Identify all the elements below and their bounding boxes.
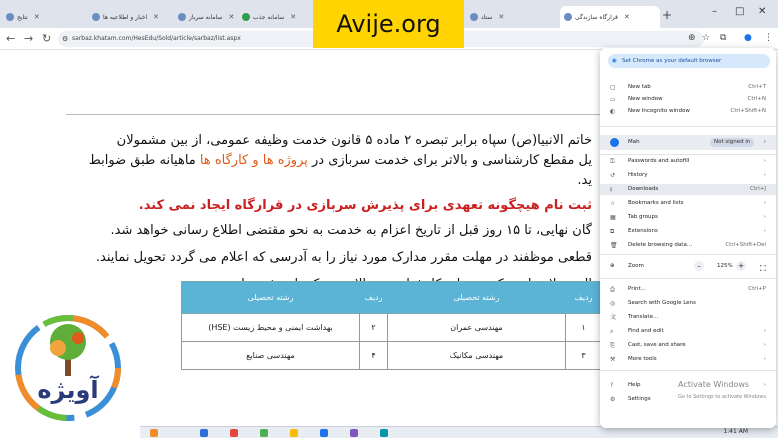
settings-icon: ⚙ xyxy=(610,396,616,403)
menu-label: Bookmarks and lists xyxy=(628,200,684,206)
back-icon[interactable]: ← xyxy=(6,32,16,45)
tab[interactable] xyxy=(2,6,86,28)
paragraph-line: قطعی موظفند در مهلت مقرر مدارک مورد نیاز را به آدرسی که اعلام می گردد تحویل نمایند. xyxy=(95,250,592,265)
zoom-value: 125% xyxy=(717,263,733,269)
extension-icon: ⧉ xyxy=(610,228,615,235)
menu-label: Downloads xyxy=(628,186,659,192)
menu-shortcut: Ctrl+P xyxy=(748,286,766,292)
watermark: Avije.org xyxy=(313,0,464,48)
menu-separator xyxy=(600,254,776,255)
new-tab-icon: ▢ xyxy=(610,84,616,91)
favicon-icon xyxy=(564,13,572,21)
activate-windows-sub: Go to Settings to activate Windows. xyxy=(678,394,768,400)
favicon-icon xyxy=(242,13,250,21)
activate-windows-title: Activate Windows xyxy=(678,380,750,389)
tab-label: سامانه سرباز xyxy=(189,13,223,21)
taskbar-app-icon[interactable] xyxy=(350,429,358,437)
tab-groups-icon: ▦ xyxy=(610,214,616,221)
favicon-icon xyxy=(178,13,186,21)
menu-label: Tab groups xyxy=(628,214,658,220)
menu-label: Search with Google Lens xyxy=(628,300,696,306)
chevron-right-icon: › xyxy=(763,172,766,178)
maximize-button[interactable]: □ xyxy=(735,6,745,17)
table-cell: مهندسی صنایع xyxy=(182,342,360,370)
paragraph-line xyxy=(89,153,592,168)
column-header: ردیف xyxy=(360,282,388,314)
menu-item-lens[interactable] xyxy=(600,298,776,309)
table-cell: بهداشت ایمنی و محیط زیست (HSE) xyxy=(182,314,360,342)
zoom-icon: ⊕ xyxy=(610,263,615,269)
chevron-right-icon: › xyxy=(763,382,766,388)
menu-item-downloads[interactable] xyxy=(600,184,776,195)
column-header: رشته تحصیلی xyxy=(182,282,360,314)
menu-label: Passwords and autofill xyxy=(628,158,690,164)
chevron-right-icon: › xyxy=(763,356,766,362)
menu-item-history[interactable] xyxy=(600,170,776,181)
chevron-right-icon: › xyxy=(763,214,766,220)
minimize-button[interactable]: – xyxy=(712,6,717,17)
chevron-right-icon: › xyxy=(763,342,766,348)
taskbar-app-icon[interactable] xyxy=(200,429,208,437)
menu-separator xyxy=(600,154,776,155)
highlight-text: پروژه ها و کارگاه ها xyxy=(199,153,308,168)
menu-label: Print... xyxy=(628,286,646,292)
menu-shortcut: Ctrl+N xyxy=(747,96,766,102)
tab-label: نتایج xyxy=(17,13,28,21)
close-icon[interactable]: ✕ xyxy=(623,13,630,21)
menu-item-incognito[interactable] xyxy=(600,106,776,117)
menu-label: Zoom xyxy=(628,263,644,269)
taskbar-app-icon[interactable] xyxy=(230,429,238,437)
menu-label: New Incognito window xyxy=(628,108,690,114)
menu-item-extensions[interactable] xyxy=(600,226,776,237)
default-browser-banner[interactable] xyxy=(608,54,770,68)
close-window-button[interactable]: ✕ xyxy=(758,6,767,17)
logo-text: آویژه xyxy=(37,376,99,404)
favicon-icon xyxy=(6,13,14,21)
menu-label: New tab xyxy=(628,84,651,90)
close-icon[interactable]: ✕ xyxy=(290,13,297,21)
paragraph-line: ید. xyxy=(577,173,592,188)
chrome-menu xyxy=(600,48,776,428)
menu-label: Translate... xyxy=(628,314,659,320)
menu-label: More tools xyxy=(628,356,657,362)
tab[interactable] xyxy=(88,6,172,28)
tab-active[interactable] xyxy=(560,6,660,28)
fullscreen-icon[interactable]: ⛶ xyxy=(760,264,766,273)
menu-item-profile[interactable] xyxy=(600,135,776,150)
close-icon[interactable]: ✕ xyxy=(153,13,160,21)
chevron-right-icon: › xyxy=(763,158,766,164)
menu-item-new-tab[interactable] xyxy=(600,82,776,93)
taskbar-app-icon[interactable] xyxy=(380,429,388,437)
menu-shortcut: Ctrl+Shift+N xyxy=(730,108,766,114)
menu-label: Cast, save and share xyxy=(628,342,686,348)
taskbar-app-icon[interactable] xyxy=(150,429,158,437)
history-icon: ↺ xyxy=(610,172,616,179)
column-header: ردیف xyxy=(566,282,602,314)
trash-icon: 🗑 xyxy=(610,242,618,249)
menu-shortcut: Ctrl+J xyxy=(749,186,766,192)
close-icon[interactable]: ✕ xyxy=(498,13,505,21)
menu-separator xyxy=(600,370,776,371)
find-icon: ⌕ xyxy=(610,328,614,335)
forward-icon[interactable]: → xyxy=(24,32,34,45)
menu-item-find[interactable] xyxy=(600,326,776,337)
menu-separator xyxy=(600,278,776,279)
extensions-icon[interactable]: ⧉ xyxy=(720,33,727,43)
chevron-right-icon: › xyxy=(763,228,766,234)
tab-label: اخبار و اطلاعیه ها xyxy=(103,13,148,21)
download-icon: ⭳ xyxy=(610,186,613,193)
banner-text: Set Chrome as your default browser xyxy=(622,58,722,64)
site-info-icon[interactable]: ⚙ xyxy=(62,35,69,43)
zoom-icon[interactable]: ⊕ xyxy=(688,33,696,43)
menu-label: Extensions xyxy=(628,228,658,234)
divider xyxy=(66,114,600,115)
tab[interactable] xyxy=(174,6,236,28)
tools-icon: ⚒ xyxy=(610,356,616,363)
zoom-in-button[interactable]: + xyxy=(736,261,746,271)
profile-icon[interactable]: ● xyxy=(744,33,752,43)
close-icon[interactable]: ✕ xyxy=(33,13,40,21)
table-header-row xyxy=(182,282,602,314)
tab[interactable] xyxy=(466,6,558,28)
taskbar-app-icon[interactable] xyxy=(320,429,328,437)
menu-item-passwords[interactable] xyxy=(600,156,776,167)
tab-label: قرارگاه سازندگی xyxy=(575,13,618,21)
line-text: ماهیانه طبق ضوابط xyxy=(88,153,200,168)
menu-icon[interactable]: ⋮ xyxy=(764,33,773,43)
print-icon: ⎙ xyxy=(610,286,615,293)
chevron-right-icon: › xyxy=(763,328,766,334)
menu-item-new-window[interactable] xyxy=(600,94,776,105)
taskbar-app-icon[interactable] xyxy=(290,429,298,437)
avije-logo xyxy=(6,306,130,430)
menu-label: Find and edit xyxy=(628,328,664,334)
menu-label: Help xyxy=(628,382,641,388)
chevron-right-icon: › xyxy=(763,139,766,145)
lens-icon: ◎ xyxy=(610,300,616,307)
clock: 1:41 AM xyxy=(723,428,748,435)
menu-item-more-tools[interactable] xyxy=(600,354,776,365)
bookmark-icon: ☆ xyxy=(610,200,616,207)
help-icon: ? xyxy=(610,382,614,389)
table-cell: ۲ xyxy=(360,314,388,342)
table-cell: ۴ xyxy=(360,342,388,370)
menu-shortcut: Ctrl+T xyxy=(748,84,766,90)
menu-item-delete-data[interactable] xyxy=(600,240,776,251)
chevron-right-icon: › xyxy=(763,200,766,206)
close-icon[interactable]: ✕ xyxy=(228,13,235,21)
address-text: sarbaz.khatam.com/HesEdu/Sold/article/sarbaz/list.aspx xyxy=(72,35,241,42)
tab-label: سامانه جذب xyxy=(253,13,285,21)
new-window-icon: ▭ xyxy=(610,96,616,103)
profile-name: Mah xyxy=(628,139,640,145)
majors-table xyxy=(181,281,602,370)
incognito-icon: ◐ xyxy=(610,108,616,115)
table-cell: ۳ xyxy=(566,342,602,370)
menu-item-zoom xyxy=(600,258,776,274)
favicon-icon xyxy=(92,13,100,21)
menu-item-tab-groups[interactable] xyxy=(600,212,776,223)
menu-shortcut: Ctrl+Shift+Del xyxy=(725,242,766,248)
table-row xyxy=(182,342,602,370)
avatar xyxy=(610,138,619,147)
paragraph-line: گان نهایی، تا ۱۵ روز قبل از تاریخ اعزام به خدمت به نحو مقتضی اطلاع رسانی خواهد شد. xyxy=(110,223,592,238)
cast-icon: ⎘ xyxy=(610,342,615,349)
menu-label: Delete browsing data... xyxy=(628,242,693,248)
menu-label: New window xyxy=(628,96,663,102)
table-cell: ۱ xyxy=(566,314,602,342)
taskbar-app-icon[interactable] xyxy=(260,429,268,437)
translate-icon: 文 xyxy=(610,314,617,321)
paragraph-line: خاتم الانبیا(ص) سپاه برابر تبصره ۲ ماده ۵ قانون خدمت وظیفه عمومی، از بین مشمولان xyxy=(116,133,592,148)
notice-line: ثبت نام هیچگونه تعهدی برای پذیرش سربازی در قرارگاه ایجاد نمی کند. xyxy=(138,198,592,213)
zoom-out-button[interactable]: – xyxy=(694,261,704,271)
tab[interactable] xyxy=(238,6,308,28)
status-badge: Not signed in xyxy=(710,138,754,147)
menu-label: Settings xyxy=(628,396,651,402)
tab-label: ستاد xyxy=(481,13,493,21)
favicon-icon xyxy=(470,13,478,21)
menu-label: History xyxy=(628,172,648,178)
menu-item-print[interactable] xyxy=(600,284,776,295)
menu-item-translate[interactable] xyxy=(600,312,776,323)
key-icon: ⚿ xyxy=(610,158,615,165)
column-header: رشته تحصیلی xyxy=(388,282,566,314)
table-row xyxy=(182,314,602,342)
line-text: یل مقطع کارشناسی و بالاتر برای خدمت سربازی در xyxy=(307,153,592,168)
menu-separator xyxy=(600,126,776,127)
table-cell: مهندسی مکانیک xyxy=(388,342,566,370)
star-icon[interactable]: ☆ xyxy=(702,33,711,43)
table-cell: مهندسی عمران xyxy=(388,314,566,342)
reload-icon[interactable]: ↻ xyxy=(42,32,52,45)
chrome-icon: ◉ xyxy=(612,58,617,64)
menu-item-cast[interactable] xyxy=(600,340,776,351)
menu-item-bookmarks[interactable] xyxy=(600,198,776,209)
new-tab-button[interactable]: + xyxy=(662,8,673,22)
